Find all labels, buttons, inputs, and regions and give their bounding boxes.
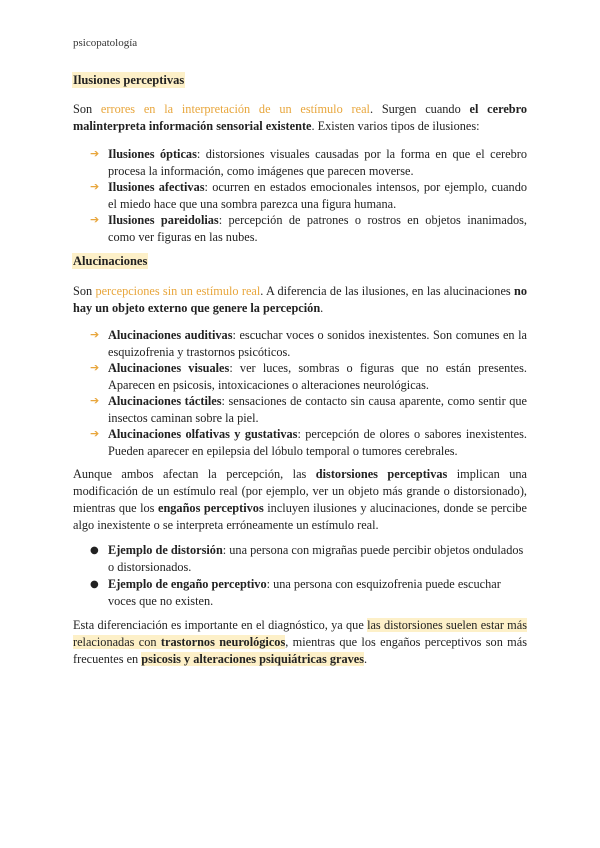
item-desc: : percepción de olores o sabores inexistentes. Pueden aparecer en epilepsia del lóbulo temporal o tumores cerebrales. [108,427,527,458]
intro-text: Son [73,102,101,116]
list-item [90,426,527,459]
item-term: Alucinaciones auditivas [108,328,233,342]
item-desc: : escuchar voces o sonidos inexistentes. Son comunes en la esquizofrenia y trastornos psicóticos. [108,328,527,359]
highlighted-definition: errores en la interpretación de un estímulo real [100,102,370,116]
list-item [90,212,527,245]
arrow-icon: ➔ [90,394,100,407]
bold-text: trastornos neurológicos [160,635,286,649]
alucinaciones-intro [73,283,527,317]
arrow-icon: ➔ [90,328,100,341]
examples-list [90,542,527,610]
body-text: implican una modificación de un estímulo real (por ejemplo, ver un objeto más grande o distorsionado), mientras que los [73,467,527,515]
item-term: Alucinaciones olfativas y gustativas [108,427,298,441]
item-desc: : ocurren en estados emocionales intensos, por ejemplo, cuando el miedo hace que una sombra parezca una figura humana. [108,180,527,211]
item-term: Ejemplo de engaño perceptivo [108,577,267,591]
conclusion-paragraph [73,617,527,668]
list-item [90,146,527,179]
item-term: Ilusiones pareidolias [108,213,219,227]
arrow-icon: ➔ [90,147,100,160]
item-term: Ejemplo de distorsión [108,543,223,557]
body-text: , mientras que los engaños perceptivos son más frecuentes en [73,635,527,666]
alucinaciones-list [90,327,527,459]
section-title-ilusiones: Ilusiones perceptivas [73,73,185,87]
list-item [90,542,527,576]
item-desc: : distorsiones visuales causadas por la forma en que el cerebro procesa la información, como imágenes que parecen moverse. [108,147,527,178]
intro-text: . Surgen cuando [369,102,470,116]
highlighted-text [141,652,364,666]
item-term: Alucinaciones táctiles [108,394,222,408]
arrow-icon: ➔ [90,361,100,374]
item-desc: : sensaciones de contacto sin causa aparente, como sentir que insectos caminan sobre la piel. [108,394,527,425]
list-item [90,576,527,610]
intro-text: . A diferencia de las ilusiones, en las alucinaciones [260,284,514,298]
bullet-icon: ● [90,545,99,556]
bold-text: engaños perceptivos [157,501,264,515]
ilusiones-list [90,146,527,245]
body-text: Esta diferenciación es importante en el diagnóstico, ya que [73,618,368,632]
arrow-icon: ➔ [90,180,100,193]
arrow-icon: ➔ [90,213,100,226]
arrow-icon: ➔ [90,427,100,440]
item-desc: : una persona con migrañas puede percibir objetos ondulados o distorsionados. [108,543,524,574]
intro-text: . [320,301,324,315]
intro-text: . Existen varios tipos de ilusiones: [311,119,480,133]
section-title-alucinaciones: Alucinaciones [73,254,148,268]
list-item [90,327,527,360]
item-desc: : una persona con esquizofrenia puede escuchar voces que no existen. [108,577,501,608]
bold-text: distorsiones perceptivas [315,467,448,481]
item-term: Ilusiones ópticas [108,147,197,161]
body-text: incluyen ilusiones y alucinaciones, donde se percibe algo inexistente o se interpreta erróneamente un estímulo real. [73,501,527,532]
item-desc: : ver luces, sombras o figuras que no están presentes. Aparecen en psicosis, intoxicaciones o alteraciones neurológicas. [108,361,527,392]
body-text: . [363,652,368,666]
item-desc: : percepción de patrones o rostros en objetos inanimados, como ver figuras en las nubes. [108,213,527,244]
highlighted-span: las distorsiones suelen estar más relacionadas con [73,618,527,649]
list-item [90,360,527,393]
item-term: Ilusiones afectivas [108,180,205,194]
body-text: Aunque ambos afectan la percepción, las [73,467,316,481]
intro-text: Son [73,284,96,298]
bold-text: psicosis y alteraciones psiquiátricas graves [141,652,364,666]
list-item [90,393,527,426]
bold-text: no hay un objeto externo que genere la percepción [73,284,527,315]
highlighted-definition: percepciones sin un estímulo real [95,284,261,298]
page-header: psicopatología [73,37,138,49]
comparison-paragraph [73,466,527,534]
list-item [90,179,527,212]
bullet-icon: ● [90,579,99,590]
bold-text: el cerebro malinterpreta información sensorial existente [73,102,528,133]
item-term: Alucinaciones visuales [108,361,230,375]
ilusiones-intro [73,101,527,135]
